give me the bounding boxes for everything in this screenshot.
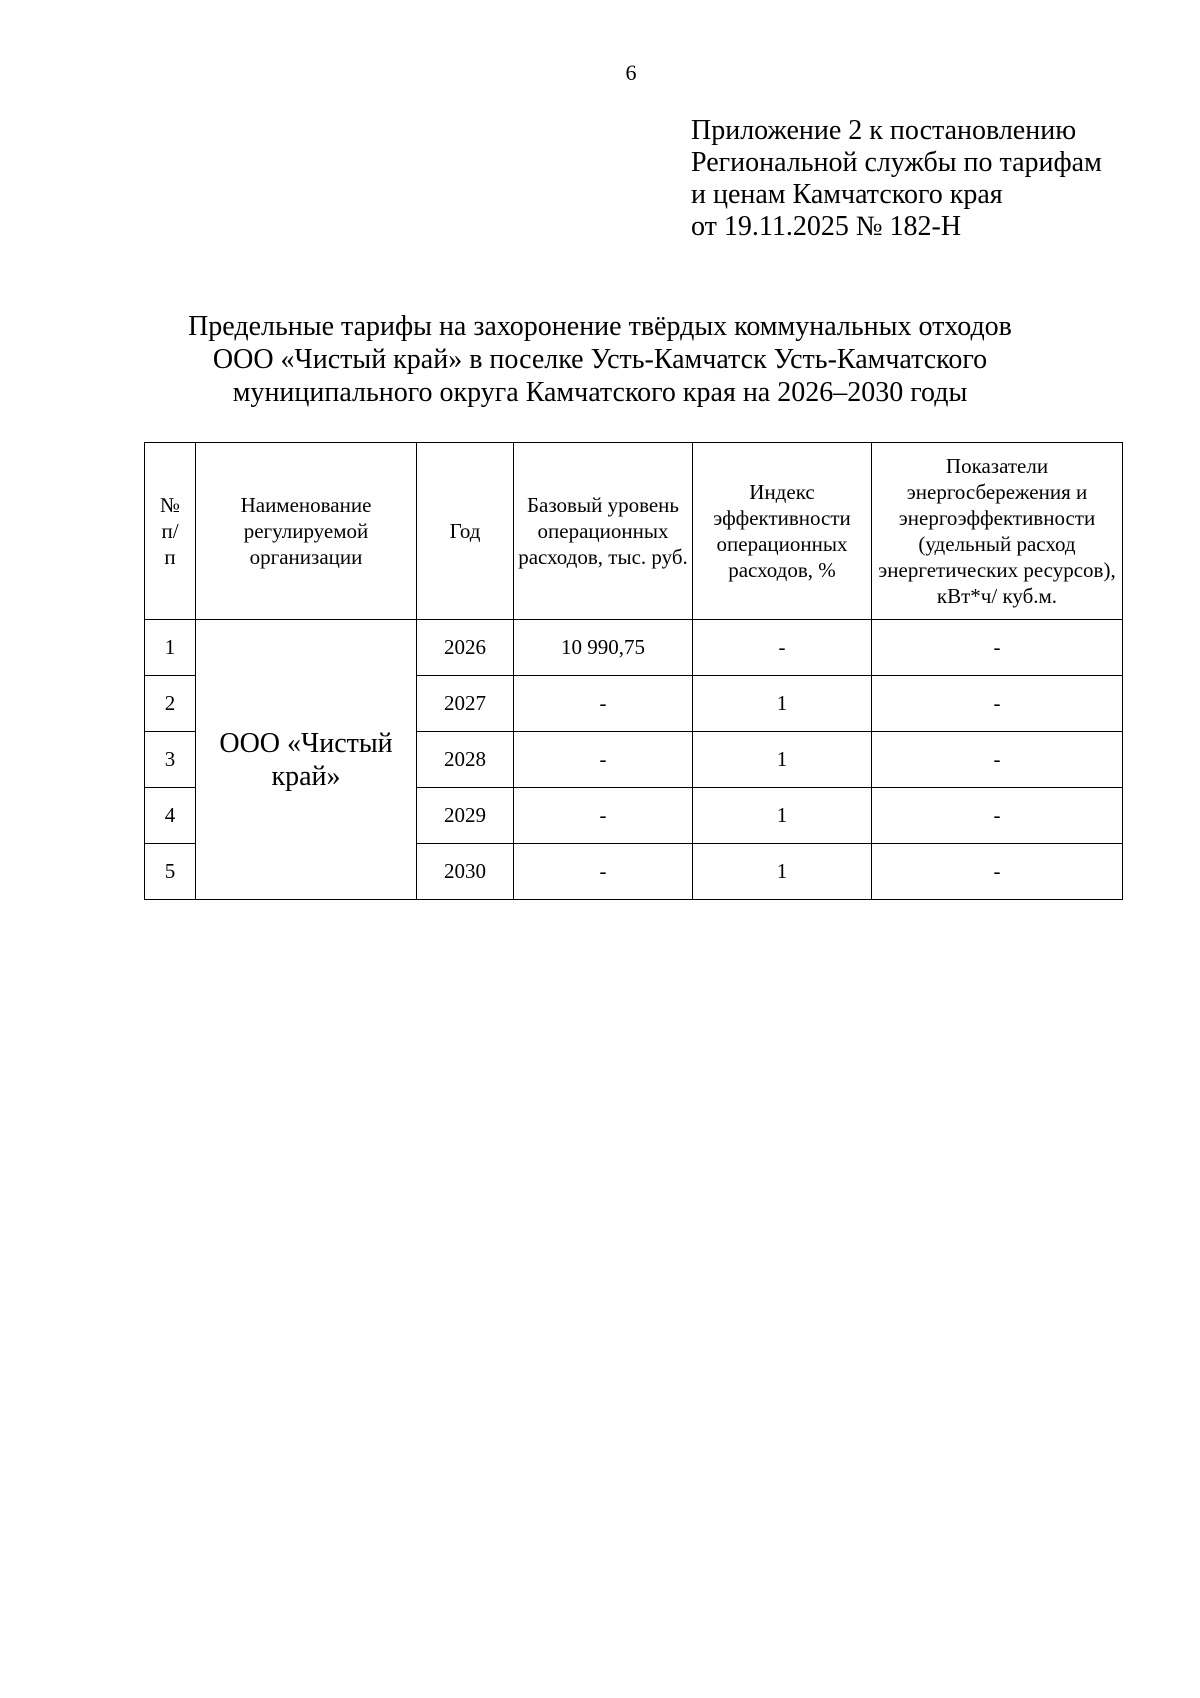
title-line: ООО «Чистый край» в поселке Усть-Камчатск Усть-Камчатского — [212, 344, 988, 375]
row-energy-indicator: - — [872, 732, 1123, 788]
row-efficiency-index: 1 — [693, 732, 872, 788]
title-line: Предельные тарифы на захоронение твёрдых коммунальных отходов — [188, 311, 1012, 342]
header-efficiency-index: Индекс эффективности операционных расходов, % — [693, 443, 872, 620]
appendix-line: от 19.11.2025 № 182-Н — [691, 211, 962, 242]
appendix-line: и ценам Камчатского края — [691, 179, 1003, 210]
row-base-level: - — [514, 844, 693, 900]
row-number: 3 — [145, 732, 196, 788]
tariff-table — [144, 442, 1123, 900]
row-energy-indicator: - — [872, 844, 1123, 900]
row-base-level: 10 990,75 — [514, 620, 693, 676]
row-year: 2028 — [417, 732, 514, 788]
row-energy-indicator: - — [872, 788, 1123, 844]
header-year: Год — [417, 443, 514, 620]
appendix-line: Региональной службы по тарифам — [691, 147, 1102, 178]
row-efficiency-index: - — [693, 620, 872, 676]
appendix-line: Приложение 2 к постановлению — [691, 115, 1077, 146]
row-base-level: - — [514, 676, 693, 732]
row-efficiency-index: 1 — [693, 676, 872, 732]
appendix-header — [691, 115, 1102, 243]
row-number: 5 — [145, 844, 196, 900]
page-number: 6 — [625, 60, 637, 85]
table-header-row — [145, 443, 1123, 620]
header-organization: Наименование регулируемой организации — [196, 443, 417, 620]
row-year: 2027 — [417, 676, 514, 732]
header-base-level: Базовый уровень операционных расходов, тыс. руб. — [514, 443, 693, 620]
header-energy-indicators: Показатели энергосбережения и энергоэффективности (удельный расход энергетических ресурсов), кВт*ч/ куб.м. — [872, 443, 1123, 620]
row-efficiency-index: 1 — [693, 788, 872, 844]
row-year: 2026 — [417, 620, 514, 676]
row-efficiency-index: 1 — [693, 844, 872, 900]
title-line: муниципального округа Камчатского края на 2026–2030 годы — [232, 377, 968, 408]
row-base-level: - — [514, 732, 693, 788]
organization-name: ООО «Чистый край» — [196, 620, 417, 900]
row-energy-indicator: - — [872, 676, 1123, 732]
row-number: 1 — [145, 620, 196, 676]
header-number: № п/п — [145, 443, 196, 620]
row-year: 2030 — [417, 844, 514, 900]
row-base-level: - — [514, 788, 693, 844]
table-row — [145, 620, 1123, 676]
row-energy-indicator: - — [872, 620, 1123, 676]
row-year: 2029 — [417, 788, 514, 844]
document-title — [130, 310, 1070, 409]
row-number: 4 — [145, 788, 196, 844]
row-number: 2 — [145, 676, 196, 732]
